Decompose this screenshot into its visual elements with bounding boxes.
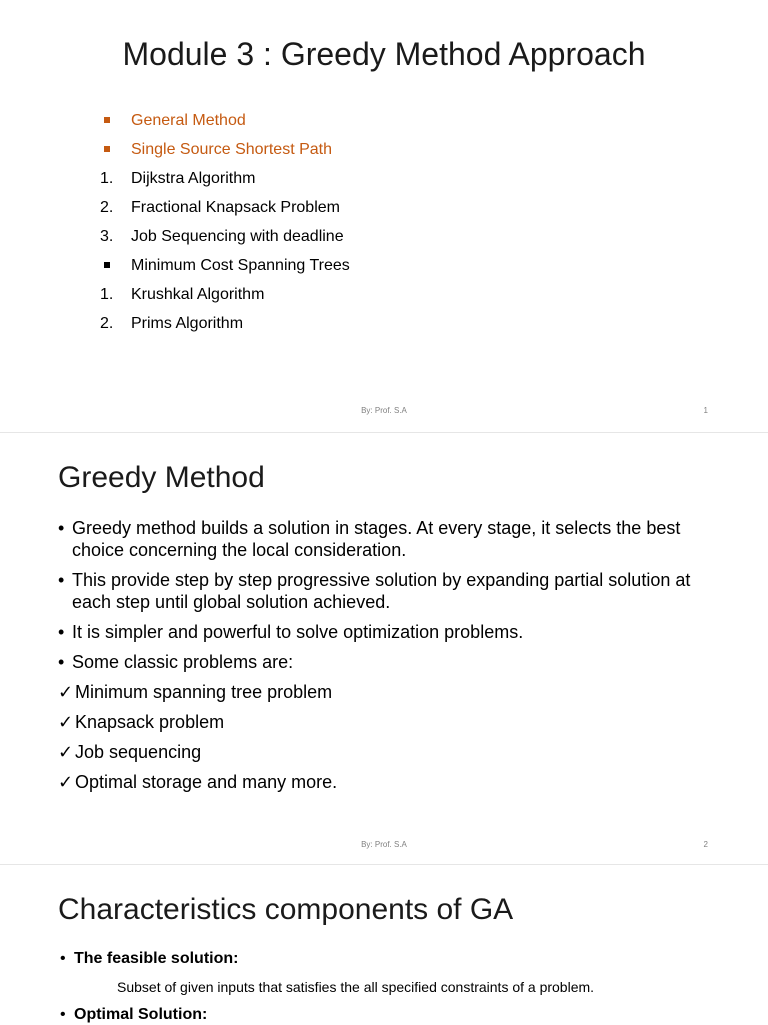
topic-list	[100, 106, 350, 338]
bullet-icon: •	[58, 652, 65, 672]
page-number: 1	[703, 406, 708, 415]
bullet-list	[58, 517, 718, 801]
square-bullet-icon	[100, 257, 131, 275]
list-item: 2. Prims Algorithm	[100, 314, 244, 332]
list-item: • Greedy method builds a solution in stages. At every stage, it selects the best choice concerning the local consideration.	[58, 518, 681, 560]
list-number: 1.	[100, 169, 114, 187]
bullet-icon: •	[60, 950, 66, 967]
checkmark-icon: ✓	[58, 742, 74, 762]
checkmark-icon: ✓	[58, 682, 74, 702]
bullet-list	[60, 1005, 207, 1025]
list-item: Single Source Shortest Path	[100, 135, 350, 164]
slide-3	[0, 864, 768, 1025]
list-item: • The feasible solution:	[60, 950, 239, 967]
slide-1	[0, 0, 768, 432]
slide-title: Characteristics components of GA	[58, 893, 514, 926]
item-description: Subset of given inputs that satisfies the all specified constraints of a problem.	[117, 979, 595, 995]
list-item: 1. Krushkal Algorithm	[100, 285, 265, 303]
page-number: 2	[703, 840, 708, 849]
list-item: ✓ Knapsack problem	[58, 712, 225, 732]
bullet-list	[60, 949, 238, 969]
list-item: • Optimal Solution:	[60, 1006, 208, 1023]
slide-title: Module 3 : Greedy Method Approach	[122, 36, 646, 72]
bullet-icon: •	[60, 1006, 66, 1023]
bullet-icon: •	[58, 570, 65, 590]
list-item: 2. Fractional Knapsack Problem	[100, 198, 340, 216]
footer-author: By: Prof. S.A	[361, 406, 407, 415]
list-item: • This provide step by step progressive solution by expanding partial solution at each step until global solution achieved.	[58, 570, 691, 612]
bullet-icon: •	[58, 518, 65, 538]
square-bullet-icon	[100, 112, 131, 130]
list-item: 1. Dijkstra Algorithm	[100, 169, 256, 187]
list-item: ✓ Minimum spanning tree problem	[58, 682, 333, 702]
list-item: ✓ Optimal storage and many more.	[58, 772, 338, 792]
square-bullet-icon	[100, 141, 131, 159]
list-item: • Some classic problems are:	[58, 652, 294, 672]
list-number: 3.	[100, 227, 114, 245]
list-item: Minimum Cost Spanning Trees	[100, 251, 350, 280]
checkmark-icon: ✓	[58, 772, 74, 792]
footer-author: By: Prof. S.A	[361, 840, 407, 849]
list-number: 1.	[100, 285, 114, 303]
bullet-icon: •	[58, 622, 65, 642]
list-item: • It is simpler and powerful to solve optimization problems.	[58, 622, 524, 642]
list-item: 3. Job Sequencing with deadline	[100, 227, 344, 245]
list-item: ✓ Job sequencing	[58, 742, 202, 762]
list-number: 2.	[100, 198, 114, 216]
checkmark-icon: ✓	[58, 712, 74, 732]
list-item: General Method	[100, 106, 350, 135]
slide-title: Greedy Method	[58, 461, 265, 494]
list-number: 2.	[100, 314, 114, 332]
slide-2	[0, 432, 768, 865]
